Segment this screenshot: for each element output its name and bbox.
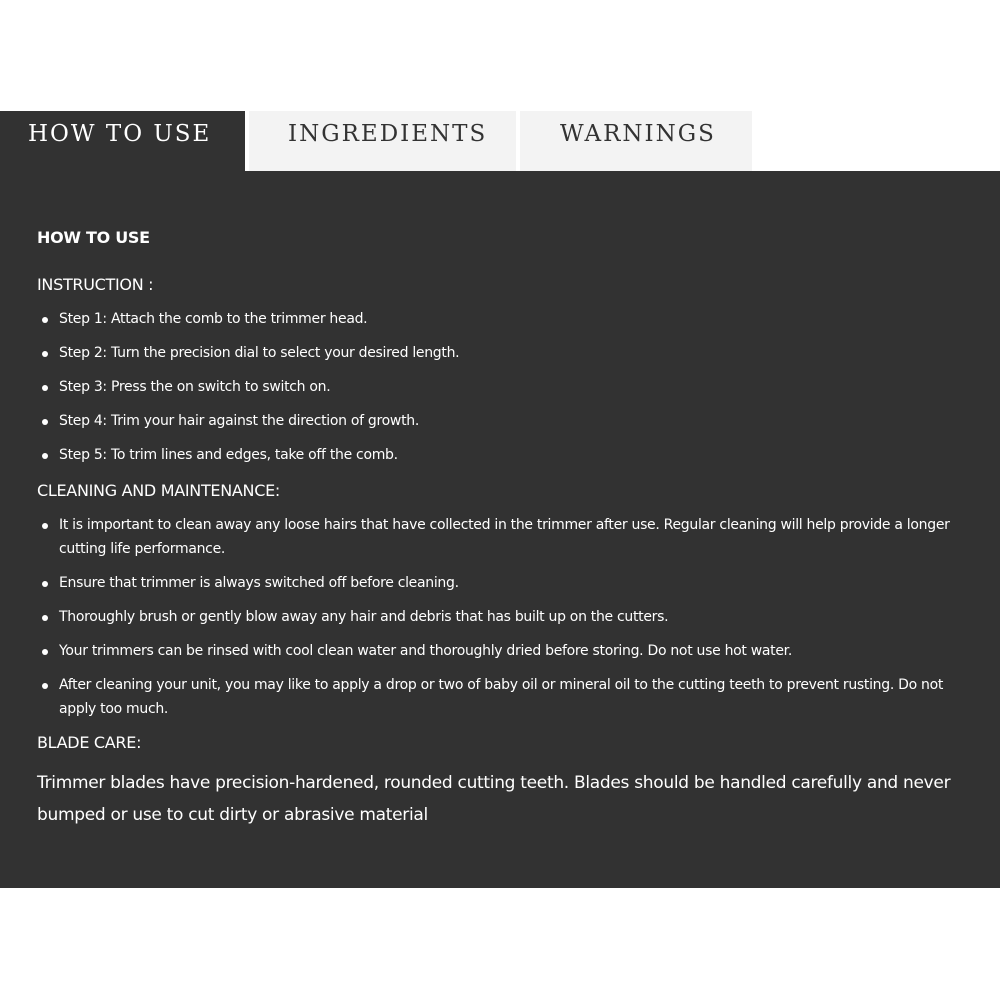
instruction-heading: INSTRUCTION : — [37, 275, 154, 294]
list-item: Thoroughly brush or gently blow away any hair and debris that has built up on the cutters. — [37, 605, 970, 629]
tab-bar — [0, 111, 1000, 171]
tab-panel-how-to-use — [0, 171, 1000, 888]
list-item: After cleaning your unit, you may like to apply a drop or two of baby oil or mineral oil to the cutting teeth to prevent rusting. Do not apply too much. — [37, 673, 970, 721]
list-item: Your trimmers can be rinsed with cool clean water and thoroughly dried before storing. Do not use hot water. — [37, 639, 970, 663]
list-item: Step 2: Turn the precision dial to select your desired length. — [37, 341, 970, 365]
tab-warnings[interactable]: WARNINGS — [520, 111, 752, 171]
cleaning-heading: CLEANING AND MAINTENANCE: — [37, 481, 280, 500]
blade-care-text: Trimmer blades have precision-hardened, rounded cutting teeth. Blades should be handled carefully and never bumped or use to cut dirty or abrasive material — [37, 773, 951, 825]
list-item: Step 3: Press the on switch to switch on. — [37, 375, 970, 399]
list-item: Step 1: Attach the comb to the trimmer head. — [37, 307, 970, 331]
tab-how-to-use[interactable]: HOW TO USE — [0, 111, 245, 171]
blade-care-heading: BLADE CARE: — [37, 733, 142, 752]
instruction-list — [37, 307, 970, 467]
cleaning-list — [37, 513, 970, 721]
list-item: Step 4: Trim your hair against the direction of growth. — [37, 409, 970, 433]
panel-title: HOW TO USE — [37, 228, 150, 247]
list-item: Step 5: To trim lines and edges, take off the comb. — [37, 443, 970, 467]
tab-ingredients[interactable]: INGREDIENTS — [249, 111, 516, 171]
list-item: It is important to clean away any loose hairs that have collected in the trimmer after use. Regular cleaning will help provide a longer cutting life performance. — [37, 513, 970, 561]
list-item: Ensure that trimmer is always switched off before cleaning. — [37, 571, 970, 595]
